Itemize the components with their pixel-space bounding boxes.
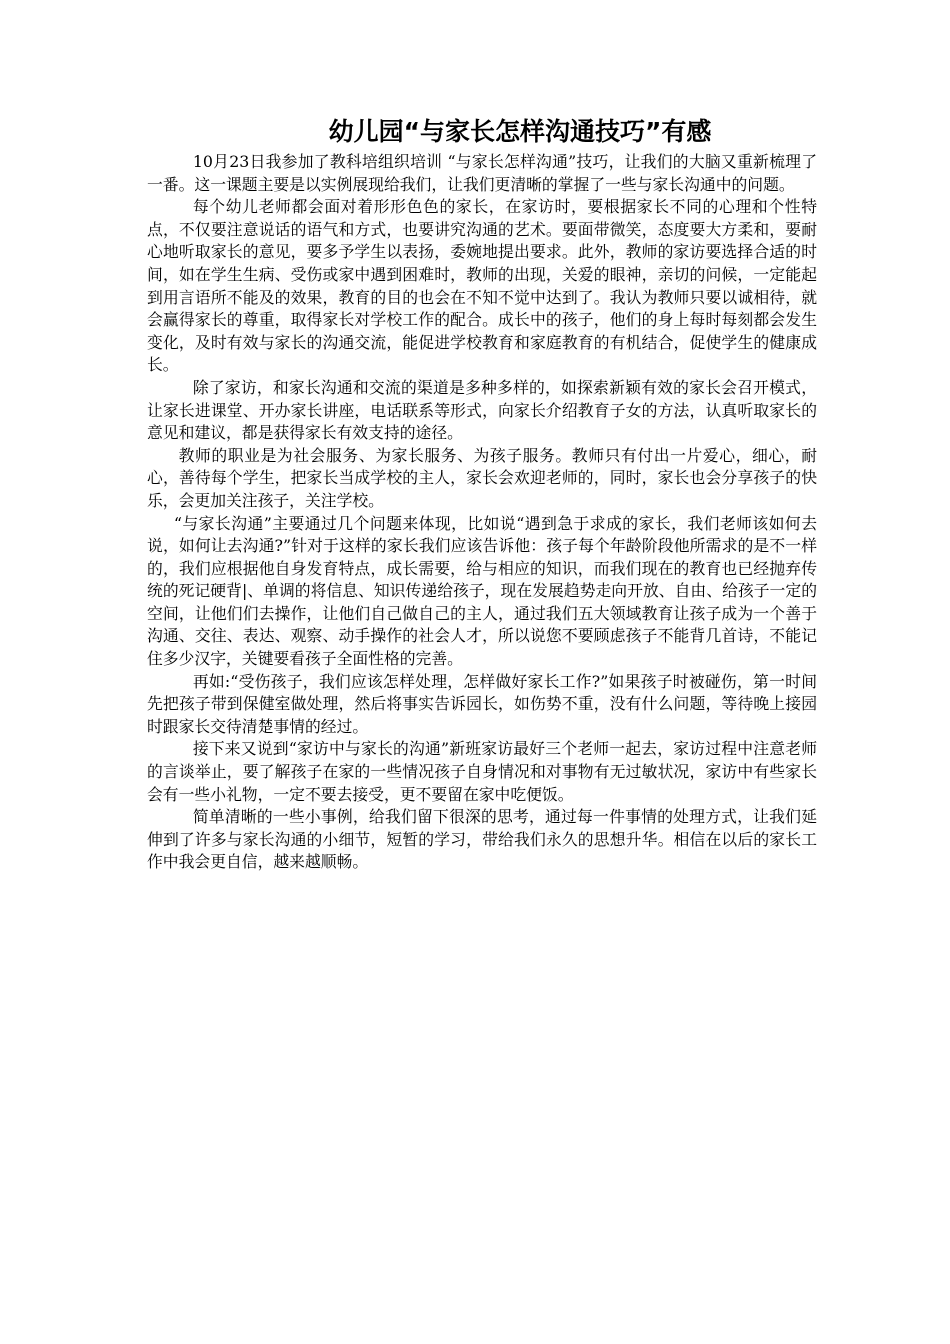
paragraph-intro: 10月23日我参加了教科培组织培训 “与家长怎样沟通”技巧，让我们的大脑又重新梳理了一番。这一课题主要是以实例展现给我们，让我们更清晰的掌握了一些与家长沟通中的问题。: [147, 152, 817, 194]
paragraph-communication-issues: “与家长沟通”主要通过几个问题来体现，比如说“遇到急于求成的家长，我们老师该如何去说，如何让去沟通?”针对于这样的家长我们应该告诉他：孩子每个年龄阶段他所需求的是不一样的，我们应根据他自身发育特点，成长需要，给与相应的知识，而我们现在的教育也已经抛弃传统的死记硬背|、单调的将信息、知识传递给孩子，现在发展趋势走向开放、自由、给孩子一定的空间，让他们们去操作，让他们自己做自己的主人，通过我们五大领域教育让孩子成为一个善于沟通、交往、表达、观察、动手操作的社会人才，所以说您不要顾虑孩子不能背几首诗，不能记住多少汉字，关键要看孩子全面性格的完善。: [147, 513, 817, 669]
document-body: [147, 151, 817, 874]
paragraph-conclusion: 简单清晰的一些小事例，给我们留下很深的思考，通过每一件事情的处理方式，让我们延伸到了许多与家长沟通的小细节，短暂的学习，带给我们永久的思想升华。相信在以后的家长工作中我会更自信，越来越顺畅。: [147, 807, 817, 872]
paragraph-home-visit: 每个幼儿老师都会面对着形形色色的家长，在家访时，要根据家长不同的心理和个性特点，不仅要注意说话的语气和方式，也要讲究沟通的艺术。要面带微笑，态度要大方柔和，要耐心地听取家长的意见，要多予学生以表扬，委婉地提出要求。此外，教师的家访要选择合适的时间，如在学生生病、受伤或家中遇到困难时，教师的出现，关爱的眼神，亲切的问候，一定能起到用言语所不能及的效果，教育的目的也会在不知不觉中达到了。我认为教师只要以诚相待，就会赢得家长的尊重，取得家长对学校工作的配合。成长中的孩子，他们的身上每时每刻都会发生变化，及时有效与家长的沟通交流，能促进学校教育和家庭教育的有机结合，促使学生的健康成长。: [147, 197, 817, 375]
paragraph-injured-child: 再如:“受伤孩子，我们应该怎样处理，怎样做好家长工作?”如果孩子时被碰伤，第一时间先把孩子带到保健室做处理，然后将事实告诉园长，如伤势不重，没有什么问题，等待晚上接园时跟家长交待清楚事情的经过。: [147, 671, 817, 736]
paragraph-new-class-visit: 接下来又说到“家访中与家长的沟通”新班家访最好三个老师一起去，家访过程中注意老师的言谈举止，要了解孩子在家的一些情况孩子自身情况和对事物有无过敏状况，家访中有些家长会有一些小礼物，一定不要去接受，更不要留在家中吃便饭。: [147, 739, 817, 804]
paragraph-channels: 除了家访，和家长沟通和交流的渠道是多种多样的，如探索新颖有效的家长会召开模式，让家长进课堂、开办家长讲座，电话联系等形式，向家长介绍教育子女的方法，认真听取家长的意见和建议，都是获得家长有效支持的途径。: [147, 377, 817, 443]
paragraph-teacher-profession: 教师的职业是为社会服务、为家长服务、为孩子服务。教师只有付出一片爱心，细心，耐心，善待每个学生，把家长当成学校的主人，家长会欢迎老师的，同时，家长也会分享孩子的快乐，会更加关注孩子，关注学校。: [147, 445, 817, 510]
document-title: 幼儿园“与家长怎样沟通技巧”有感: [328, 117, 712, 146]
